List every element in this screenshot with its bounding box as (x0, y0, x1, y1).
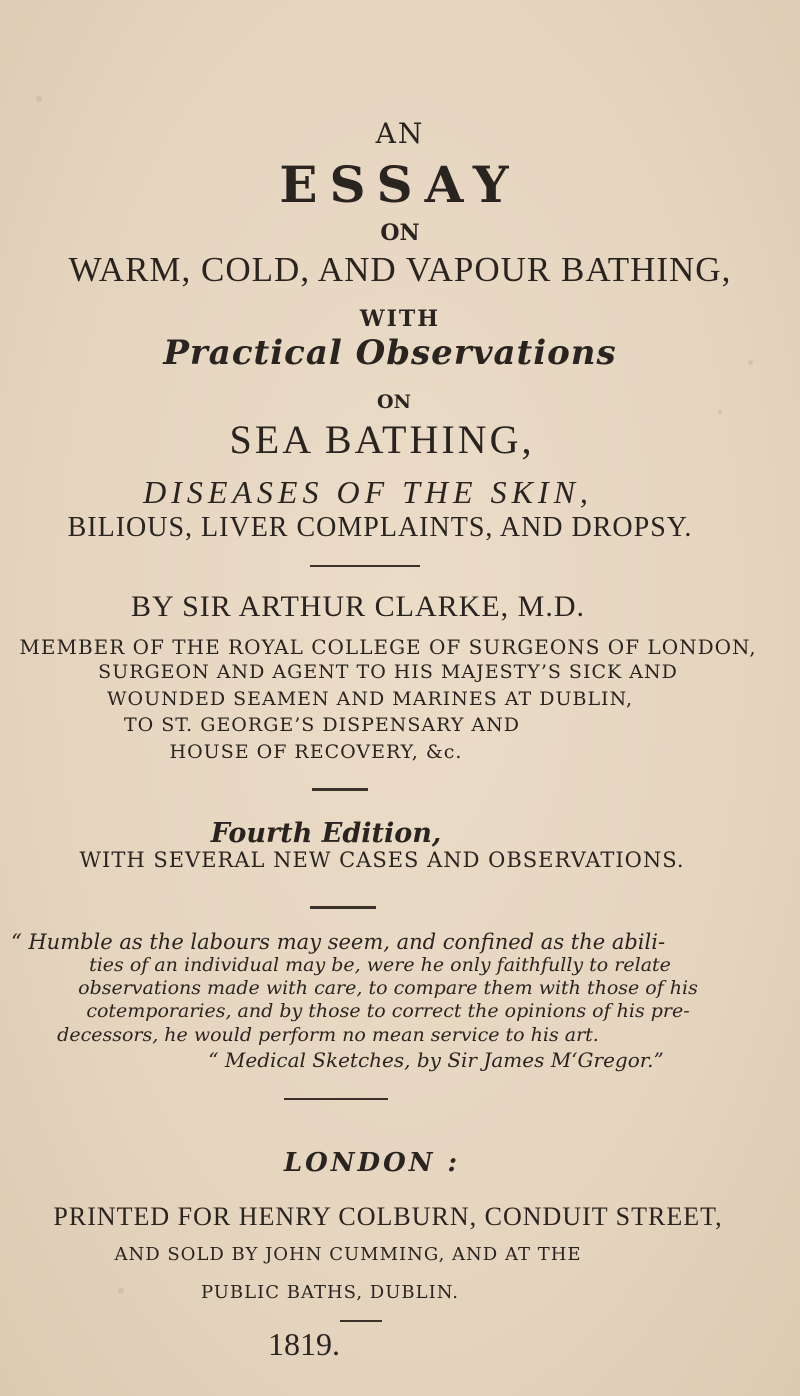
practical-observations: Practical Observations (163, 333, 617, 373)
imprint-printer: PRINTED FOR HENRY COLBURN, CONDUIT STREET, (53, 1202, 723, 1231)
heading-with: WITH (359, 306, 441, 332)
sea-bathing: SEA BATHING, (229, 417, 535, 462)
imprint-year: 1819. (268, 1326, 340, 1362)
book-subject: WARM, COLD, AND VAPOUR BATHING, (68, 250, 732, 289)
divider-rule (284, 1098, 388, 1100)
imprint-place: LONDON : (283, 1148, 461, 1178)
divider-rule (310, 906, 376, 909)
author-credential: HOUSE OF RECOVERY, &c. (169, 741, 463, 763)
epigraph-attribution: “ Medical Sketches, by Sir James M‘Gregor.” (208, 1048, 664, 1072)
epigraph-line: observations made with care, to compare them with those of his (78, 977, 698, 999)
epigraph-line: ties of an individual may be, were he only faithfully to relate (89, 954, 671, 976)
heading-essay: ESSAY (279, 155, 521, 214)
epigraph-line: cotemporaries, and by those to correct the opinions of his pre- (86, 1000, 690, 1022)
paper-stain (36, 96, 42, 102)
author-credential: WOUNDED SEAMEN AND MARINES AT DUBLIN, (106, 688, 634, 710)
imprint-seller: AND SOLD BY JOHN CUMMING, AND AT THE (114, 1244, 582, 1265)
divider-rule (312, 788, 368, 791)
imprint-location: PUBLIC BATHS, DUBLIN. (200, 1282, 460, 1303)
epigraph-line: decessors, he would perform no mean service to his art. (57, 1024, 599, 1046)
edition-name: Fourth Edition, (210, 818, 442, 849)
author-byline: BY SIR ARTHUR CLARKE, M.D. (131, 590, 585, 623)
divider-rule (340, 1320, 382, 1322)
epigraph-line: “ Humble as the labours may seem, and confined as the abili- (10, 930, 666, 954)
bilious-complaints: BILIOUS, LIVER COMPLAINTS, AND DROPSY. (67, 512, 693, 543)
diseases-of-skin: DISEASES OF THE SKIN, (143, 474, 593, 510)
divider-rule (310, 565, 420, 567)
heading-on-second: ON (377, 391, 411, 413)
author-credential: TO ST. GEORGE’S DISPENSARY AND (124, 714, 520, 736)
heading-on: ON (380, 220, 420, 246)
heading-an: AN (375, 117, 425, 150)
author-credential: MEMBER OF THE ROYAL COLLEGE OF SURGEONS OF LONDON, (19, 635, 757, 659)
edition-note: WITH SEVERAL NEW CASES AND OBSERVATIONS. (79, 848, 685, 872)
author-credential: SURGEON AND AGENT TO HIS MAJESTY’S SICK AND (98, 661, 678, 683)
